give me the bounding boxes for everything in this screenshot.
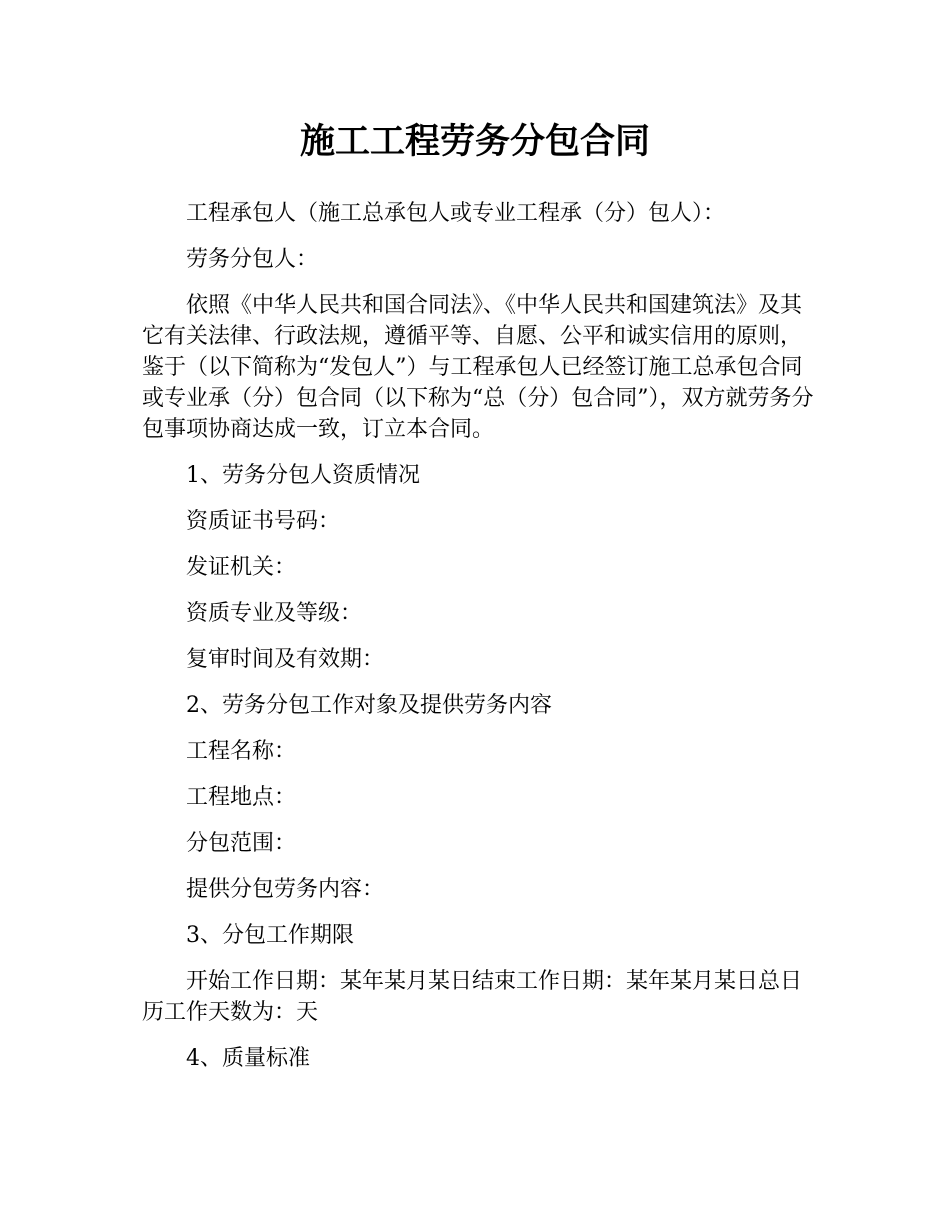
field-labor-content: 提供分包劳务内容：: [186, 877, 385, 902]
field-project-name: 工程名称：: [186, 739, 297, 764]
section-heading-work-scope: 2、劳务分包工作对象及提供劳务内容: [186, 693, 552, 718]
paragraph-preamble: 依照《中华人民共和国合同法》、《中华人民共和国建筑法》及其它有关法律、行政法规，遵循平等、自愿、公平和诚实信用的原则，鉴于（以下简称为“发包人”）与工程承包人已经签订施工总承包合同或专业承（分）包合同（以下称为“总（分）包合同”），双方就劳务分包事项协商达成一致，订立本合同。: [142, 293, 814, 442]
field-review-validity: 复审时间及有效期：: [186, 647, 385, 672]
field-qualification-grade: 资质专业及等级：: [186, 601, 363, 626]
field-project-location: 工程地点：: [186, 785, 297, 810]
section-heading-qualification: 1、劳务分包人资质情况: [186, 463, 420, 488]
paragraph-labor-subcontractor: 劳务分包人：: [186, 247, 319, 272]
field-subcontract-scope: 分包范围：: [186, 831, 297, 856]
field-issuing-authority: 发证机关：: [186, 555, 297, 580]
document-title: 施工工程劳务分包合同: [299, 122, 650, 162]
section-heading-quality-standard: 4、质量标准: [186, 1046, 310, 1071]
field-work-dates: 开始工作日期：某年某月某日结束工作日期：某年某月某日总日历工作天数为：天: [142, 969, 803, 1025]
document-body: [142, 198, 814, 1089]
paragraph-contractor: 工程承包人（施工总承包人或专业工程承（分）包人）：: [186, 201, 726, 226]
section-heading-work-period: 3、分包工作期限: [186, 923, 354, 948]
field-certificate-number: 资质证书号码：: [186, 509, 341, 534]
